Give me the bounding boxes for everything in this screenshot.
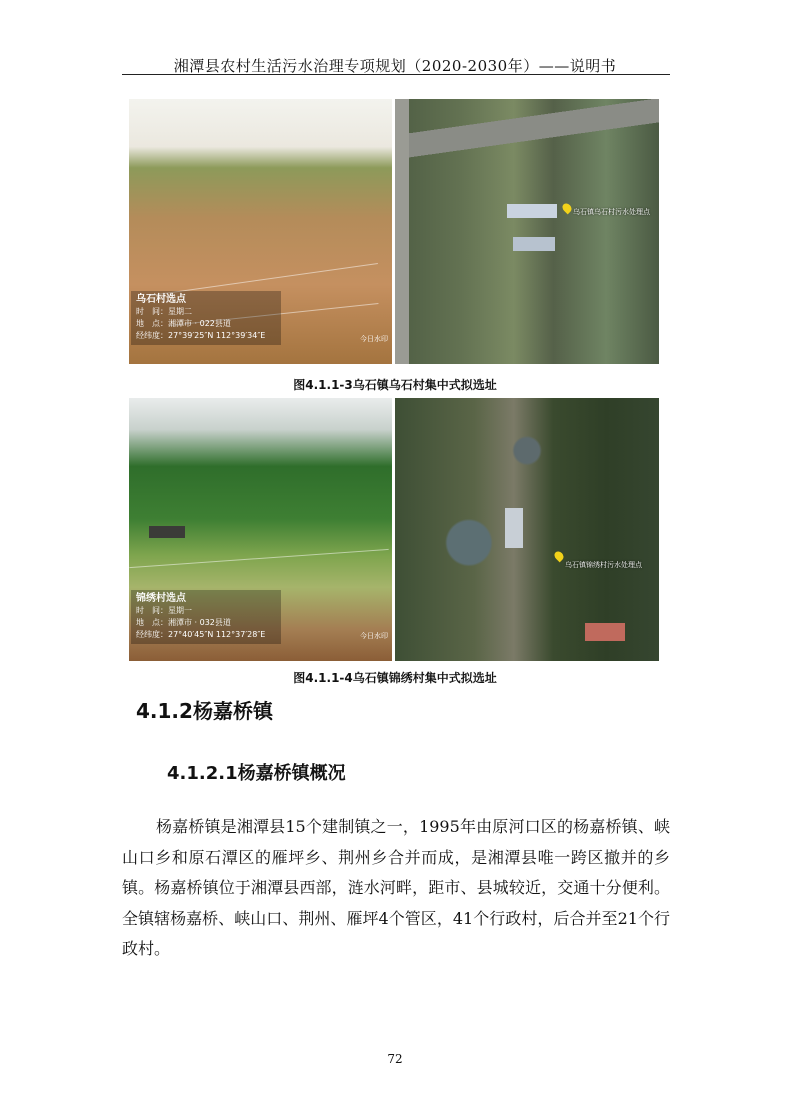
watermark-time: 时 间：星期一 bbox=[136, 606, 192, 615]
watermark-location: 地 点：湘潭市 · 032县道 bbox=[136, 618, 231, 627]
watermark-location: 地 点：湘潭市 · 022县道 bbox=[136, 319, 231, 328]
subsection-heading: 4.1.2.1杨嘉桥镇概况 bbox=[167, 763, 346, 784]
figure-1-site-photo bbox=[129, 99, 392, 364]
satellite-label: 乌石镇锦绣村污水处理点 bbox=[565, 561, 642, 569]
building-cluster bbox=[505, 508, 523, 548]
watermark-coords: 经纬度：27°40′45″N 112°37′28″E bbox=[136, 630, 266, 639]
figure-2-site-photo bbox=[129, 398, 392, 661]
location-pin-icon bbox=[553, 550, 566, 563]
watermark-site: 乌石村选点 bbox=[136, 294, 186, 305]
building-cluster bbox=[513, 237, 555, 251]
figure-2-satellite-map bbox=[395, 398, 659, 661]
watermark-site: 锦绣村选点 bbox=[136, 593, 186, 604]
page-number: 72 bbox=[387, 1052, 403, 1066]
camera-watermark: 今日水印 bbox=[360, 632, 388, 640]
header-rule bbox=[122, 74, 670, 75]
section-heading: 4.1.2杨嘉桥镇 bbox=[136, 699, 273, 723]
building-cluster bbox=[585, 623, 625, 641]
camera-watermark: 今日水印 bbox=[360, 335, 388, 343]
figure-2-caption: 图4.1.1-4乌石镇锦绣村集中式拟选址 bbox=[293, 671, 497, 685]
figure-1-satellite-map bbox=[395, 99, 659, 364]
location-pin-icon bbox=[561, 202, 574, 215]
building-cluster bbox=[507, 204, 557, 218]
watermark-coords: 经纬度：27°39′25″N 112°39′34″E bbox=[136, 331, 266, 340]
photo-watermark bbox=[131, 291, 281, 345]
watermark-time: 时 间：星期二 bbox=[136, 307, 192, 316]
satellite-label: 乌石镇乌石村污水处理点 bbox=[573, 208, 650, 216]
figure-1-caption: 图4.1.1-3乌石镇乌石村集中式拟选址 bbox=[293, 378, 497, 392]
shed bbox=[149, 526, 185, 538]
body-paragraph: 杨嘉桥镇是湘潭县15个建制镇之一，1995年由原河口区的杨嘉桥镇、峡山口乡和原石潭区的雁坪乡、荆州乡合并而成，是湘潭县唯一跨区撤并的乡镇。杨嘉桥镇位于湘潭县西部，涟水河畔，距市、县城较近，交通十分便利。全镇辖杨嘉桥、峡山口、荆州、雁坪4个管区，41个行政村，后合并至21个行政村。 bbox=[122, 817, 670, 958]
running-header: 湘潭县农村生活污水治理专项规划（2020-2030年）——说明书 bbox=[173, 57, 617, 75]
photo-watermark bbox=[131, 590, 281, 644]
